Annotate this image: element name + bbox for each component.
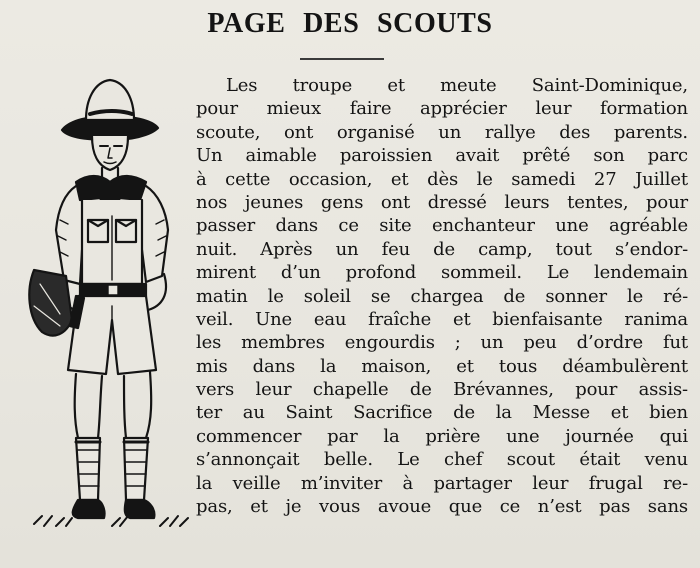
article-line: Un aimable paroissien avait prêté son parc: [196, 145, 688, 167]
article-line: vers leur chapelle de Brévannes, pour assis-: [196, 379, 688, 401]
page-title: PAGE DES SCOUTS: [207, 8, 493, 39]
title-underline: [300, 58, 384, 60]
article-line: mis dans la maison, et tous déambulèrent: [196, 355, 688, 377]
article-line: passer dans ce site enchanteur une agréable: [196, 215, 688, 237]
article-line: commencer par la prière une journée qui: [196, 425, 688, 447]
article-line: nuit. Après un feu de camp, tout s’endor-: [196, 238, 688, 260]
article-line: Les troupe et meute Saint-Dominique,: [226, 75, 688, 96]
article-line: veil. Une eau fraîche et bienfaisante ranima: [196, 308, 688, 330]
article-line: pour mieux faire apprécier leur formation: [196, 98, 688, 120]
article-text: [196, 74, 688, 518]
article-line: pas, et je vous avoue que ce n’est pas sans: [196, 496, 688, 518]
article-line: nos jeunes gens ont dressé leurs tentes, pour: [196, 191, 688, 213]
scout-figure-icon: [20, 70, 192, 532]
article-line: ter au Saint Sacrifice de la Messe et bien: [196, 402, 688, 424]
article-line: à cette occasion, et dès le samedi 27 Juillet: [196, 168, 688, 190]
article-line: la veille m’inviter à partager leur frugal re-: [196, 472, 688, 494]
article-line: s’annonçait belle. Le chef scout était venu: [196, 449, 688, 471]
article-line: scoute, ont organisé un rallye des parents.: [196, 121, 688, 143]
article-line: les membres engourdis ; un peu d’ordre fut: [196, 332, 688, 354]
article-line: mirent d’un profond sommeil. Le lendemain: [196, 262, 688, 284]
article-line: matin le soleil se chargea de sonner le ré-: [196, 285, 688, 307]
